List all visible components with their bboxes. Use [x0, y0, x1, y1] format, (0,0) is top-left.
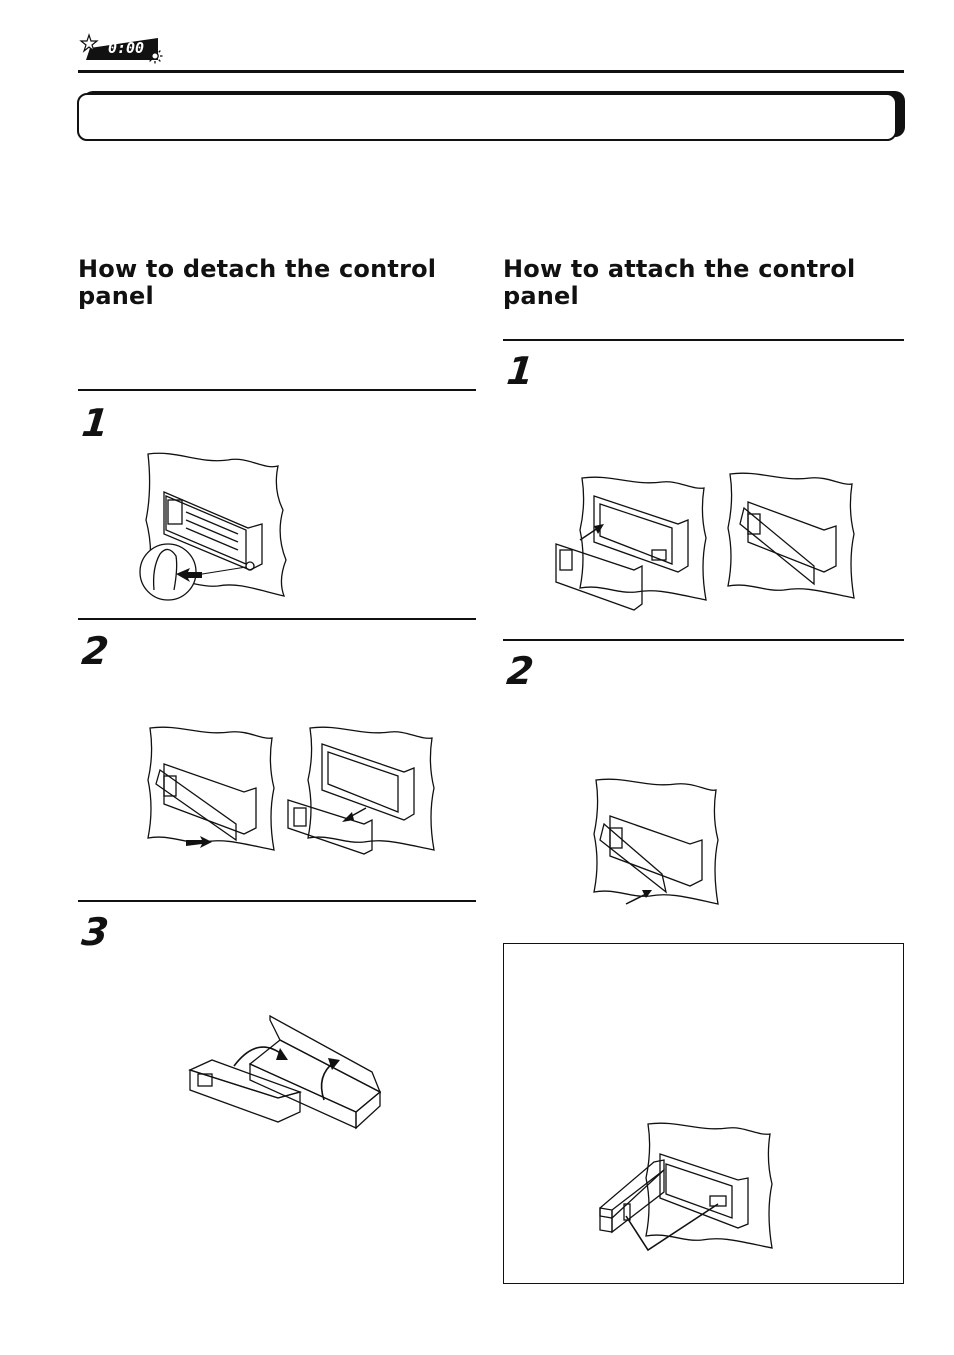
right-step-2-number: 2: [504, 649, 536, 693]
detach-panel-illustration-b: [286, 724, 436, 854]
detach-panel-illustration-a: [144, 724, 274, 854]
detach-heading: How to detach the control panel: [78, 255, 437, 310]
header-rule: [78, 70, 904, 73]
attach-panel-illustration-b: [724, 470, 856, 602]
carrying-case-illustration: [188, 1012, 388, 1137]
attach-heading: How to attach the control panel: [503, 255, 856, 310]
connector-illustration: [598, 1120, 778, 1255]
right-step2-rule: [503, 639, 904, 641]
release-button-illustration: [138, 450, 288, 600]
left-step-2-number: 2: [79, 629, 111, 673]
title-bar-text: [96, 100, 876, 128]
left-step1-rule: [78, 389, 476, 391]
attach-panel-illustration-a: [552, 474, 712, 614]
left-step-3-number: 3: [79, 910, 111, 954]
clock-display: 0:00: [107, 39, 145, 57]
right-step-1-number: 1: [504, 349, 536, 393]
left-step3-rule: [78, 900, 476, 902]
left-step-1-number: 1: [79, 401, 111, 445]
lock-panel-illustration: [590, 776, 720, 910]
left-step2-rule: [78, 618, 476, 620]
right-step1-rule: [503, 339, 904, 341]
